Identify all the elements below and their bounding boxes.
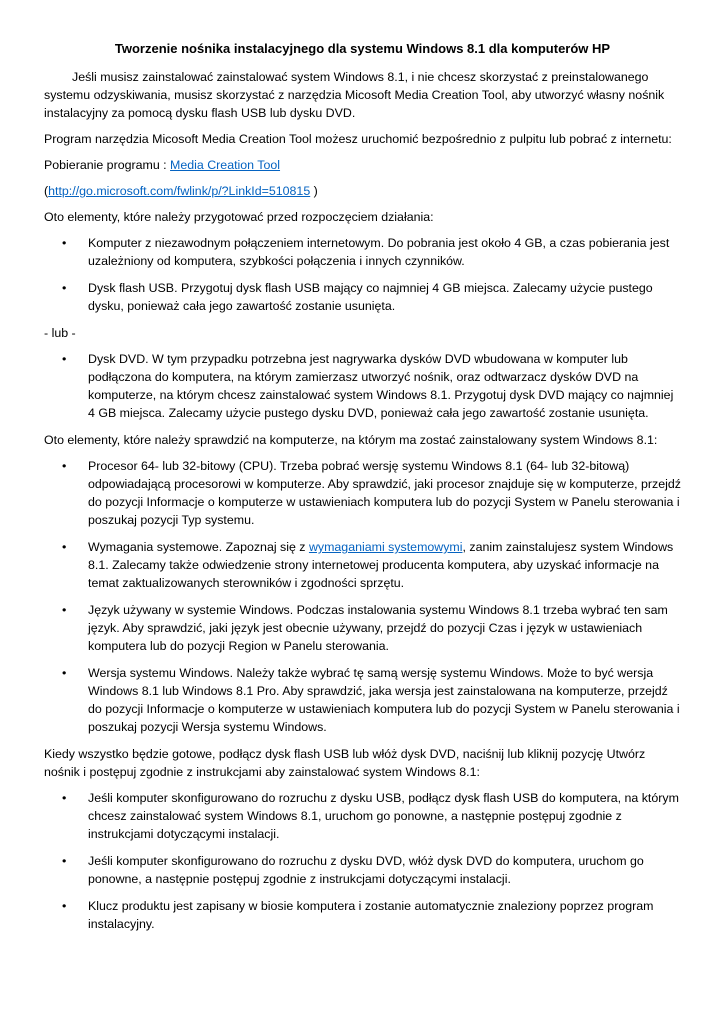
final-list xyxy=(44,789,681,933)
download-prefix: Pobieranie programu : xyxy=(44,158,171,172)
media-creation-tool-link[interactable]: Media Creation Tool xyxy=(170,158,281,172)
check-heading: Oto elementy, które należy sprawdzić na komputerze, na którym ma zostać zainstalowany system Windows 8.1: xyxy=(44,433,658,447)
list-item: • Klucz produktu jest zapisany w biosie komputera i zostanie automatycznie znaleziony poprzez program instalacyjny. xyxy=(44,897,681,933)
url-line xyxy=(44,182,681,200)
check-list xyxy=(44,457,681,736)
or-separator: - lub - xyxy=(44,326,76,340)
dvd-list xyxy=(44,350,681,422)
requirements-text-pre: Wymagania systemowe. Zapoznaj się z xyxy=(88,540,309,554)
download-line xyxy=(44,156,681,174)
url-close: ) xyxy=(310,184,318,198)
prep-heading: Oto elementy, które należy przygotować przed rozpoczęciem działania: xyxy=(44,210,434,224)
list-item xyxy=(44,538,681,592)
final-paragraph: Kiedy wszystko będzie gotowe, podłącz dysk flash USB lub włóż dysk DVD, naciśnij lub kliknij pozycję Utwórz nośnik i postępuj zgodnie z instrukcjami aby zainstalować system Windows 8.1: xyxy=(44,747,646,779)
list-item: • Język używany w systemie Windows. Podczas instalowania systemu Windows 8.1 trzeba wybrać ten sam język. Aby sprawdzić, jaki język jest obecnie używany, przejdź do pozycji Czas i język w ustawieniach komputera lub do pozycji Region w Panelu sterowania. xyxy=(44,601,681,655)
list-item: • Komputer z niezawodnym połączeniem internetowym. Do pobrania jest około 4 GB, a czas pobierania jest uzależniony od komputera, szybkości połączenia i innych czynników. xyxy=(44,234,681,270)
microsoft-fwlink-link[interactable]: http://go.microsoft.com/fwlink/p/?LinkId=510815 xyxy=(48,184,311,198)
requirements-text-post: , zanim zainstalujesz system Windows 8.1. Zalecamy także odwiedzenie strony internetowej producenta komputera, aby uzyskać informacje na temat zaktualizowanych sterowników i zgodności sprzętu. xyxy=(88,540,674,590)
system-requirements-link[interactable]: wymaganiami systemowymi xyxy=(308,540,463,554)
prep-list xyxy=(44,234,681,315)
list-item: • Dysk DVD. W tym przypadku potrzebna jest nagrywarka dysków DVD wbudowana w komputer lub podłączona do komputera, na którym zamierzasz utworzyć nośnik, oraz odtwarzacz dysków DVD na komputerze, na którym chcesz zainstalować system Windows 8.1. Przygotuj dysk DVD mający co najmniej 4 GB miejsca. Zalecamy użycie pustego dysku DVD, ponieważ cała jego zawartość zostanie usunięta. xyxy=(44,350,681,422)
intro-paragraph: Jeśli musisz zainstalować zainstalować system Windows 8.1, i nie chcesz skorzystać z preinstalowanego systemu odzyskiwania, musisz skorzystać z narzędzia Micosoft Media Creation Tool, aby utworzyć własny nośnik instalacyjny za pomocą dysku flash USB lub dysku DVD. xyxy=(44,70,665,120)
list-item: • Jeśli komputer skonfigurowano do rozruchu z dysku DVD, włóż dysk DVD do komputera, uruchom go ponowne, a następnie postępuj zgodnie z instrukcjami dotyczącymi instalacji. xyxy=(44,852,681,888)
document-title: Tworzenie nośnika instalacyjnego dla systemu Windows 8.1 dla komputerów HP xyxy=(114,41,611,56)
url-open: ( xyxy=(44,184,49,198)
program-description: Program narzędzia Micosoft Media Creation Tool możesz uruchomić bezpośrednio z pulpitu lub pobrać z internetu: xyxy=(44,132,672,146)
list-item: • Procesor 64- lub 32-bitowy (CPU). Trzeba pobrać wersję systemu Windows 8.1 (64- lub 32-bitową) odpowiadającą procesorowi w komputerze. Aby sprawdzić, jaki procesor znajduje się w komputerze, przejdź do pozycji Informacje o komputerze w ustawieniach komputera lub do pozycji System w Panelu sterowania i poszukaj pozycji Typ systemu. xyxy=(44,457,681,529)
list-item: • Dysk flash USB. Przygotuj dysk flash USB mający co najmniej 4 GB miejsca. Zalecamy użycie pustego dysku, ponieważ cała jego zawartość zostanie usunięta. xyxy=(44,279,681,315)
list-item: • Wersja systemu Windows. Należy także wybrać tę samą wersję systemu Windows. Może to być wersja Windows 8.1 lub Windows 8.1 Pro. Aby sprawdzić, jaka wersja jest zainstalowana na komputerze, przejdź do pozycji Informacje o komputerze w ustawieniach komputera lub do pozycji System w Panelu sterowania i poszukaj pozycji Wersja systemu Windows. xyxy=(44,664,681,736)
list-item: • Jeśli komputer skonfigurowano do rozruchu z dysku USB, podłącz dysk flash USB do komputera, na którym chcesz zainstalować system Windows 8.1, uruchom go ponowne, a następnie postępuj zgodnie z instrukcjami dotyczącymi instalacji. xyxy=(44,789,681,843)
